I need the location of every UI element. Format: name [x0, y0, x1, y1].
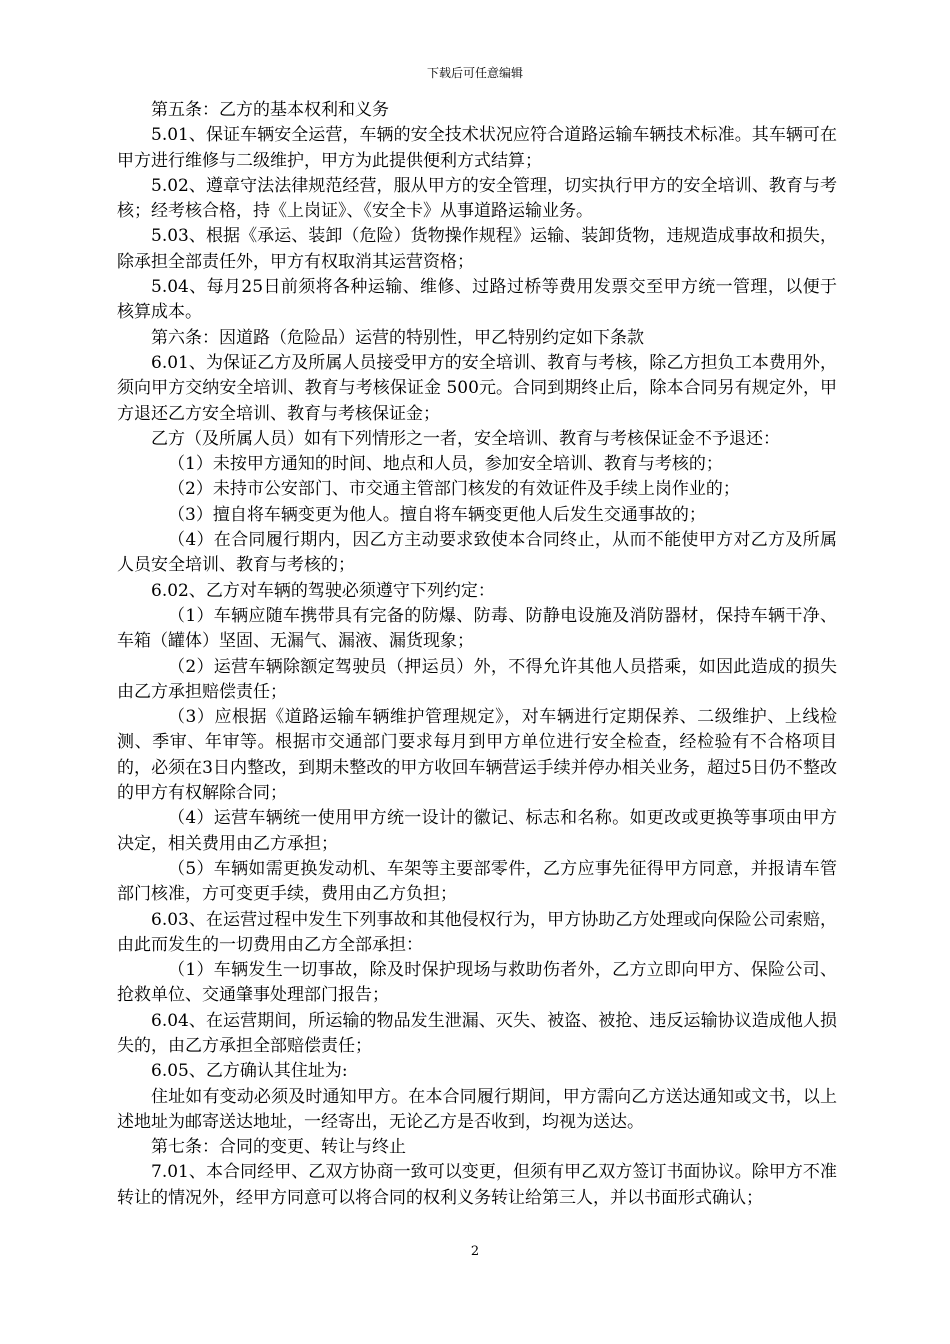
clause-5-02: 5.02、遵章守法法律规范经营，服从甲方的安全管理，切实执行甲方的安全培训、教育与考核；经考核合格，持《上岗证》、《安全卡》从事道路运输业务。 — [117, 175, 837, 222]
page-number: 2 — [470, 1244, 480, 1259]
clause-5-03: 5.03、根据《承运、装卸（危险）货物操作规程》运输、装卸货物，违规造成事故和损失，除承担全部责任外，甲方有权取消其运营资格； — [117, 226, 837, 272]
clause-7-01: 7.01、本合同经甲、乙双方协商一致可以变更，但须有甲乙双方签订书面协议。除甲方不准转让的情况外，经甲方同意可以将合同的权利义务转让给第三人，并以书面形式确认； — [117, 1162, 837, 1208]
clause-6-01-item-3: （3）擅自将车辆变更为他人。擅自将车辆变更他人后发生交通事故的； — [168, 504, 706, 525]
page-header-note: 下载后可任意编辑 — [426, 66, 523, 80]
clause-6-03-item-1: （1）车辆发生一切事故，除及时保护现场与救助伤者外，乙方立即向甲方、保险公司、抢救单位、交通肇事处理部门报告； — [117, 960, 837, 1006]
clause-6-02-item-4: （4）运营车辆统一使用甲方统一设计的徽记、标志和名称。如更改或更换等事项由甲方决定，相关费用由乙方承担； — [117, 808, 837, 854]
clause-6-01: 6.01、为保证乙方及所属人员接受甲方的安全培训、教育与考核，除乙方担负工本费用外，须向甲方交纳安全培训、教育与考核保证金 500元。合同到期终止后，除本合同另有规定外，甲方退还乙方安全培训、教育与考核保证金； — [117, 352, 837, 424]
clause-6-02-item-1: （1）车辆应随车携带具有完备的防爆、防毒、防静电设施及消防器材，保持车辆干净、车箱（罐体）坚固、无漏气、漏液、漏货现象； — [117, 605, 837, 652]
article-6-heading: 第六条：因道路（危险品）运营的特别性，甲乙特别约定如下条款 — [151, 327, 644, 348]
clause-6-02: 6.02、乙方对车辆的驾驶必须遵守下列约定： — [151, 580, 495, 601]
clause-5-01: 5.01、保证车辆安全运营，车辆的安全技术状况应符合道路运输车辆技术标准。其车辆可在甲方进行维修与二级维护，甲方为此提供便利方式结算； — [117, 125, 837, 171]
clause-6-01-item-1: （1）未按甲方通知的时间、地点和人员，参加安全培训、教育与考核的； — [168, 454, 723, 475]
clause-5-04: 5.04、每月25日前须将各种运输、维修、过路过桥等费用发票交至甲方统一管理，以便于核算成本。 — [117, 277, 837, 323]
clause-6-02-item-2: （2）运营车辆除额定驾驶员（押运员）外，不得允许其他人员搭乘，如因此造成的损失由乙方承担赔偿责任； — [117, 656, 837, 702]
clause-6-02-item-5: （5）车辆如需更换发动机、车架等主要部零件，乙方应事先征得甲方同意，并报请车管部门核准，方可变更手续，费用由乙方负担； — [117, 858, 837, 905]
clause-6-02-item-3: （3）应根据《道路运输车辆维护管理规定》，对车辆进行定期保养、二级维护、上线检测、季审、年审等。根据市交通部门要求每月到甲方单位进行安全检查，经检验有不合格项目的，必须在3日内整改，到期未整改的甲方收回车辆营运手续并停办相关业务，超过5日仍不整改的甲方有权解除合同； — [117, 707, 837, 804]
clause-6-03: 6.03、在运营过程中发生下列事故和其他侵权行为，甲方协助乙方处理或向保险公司索赔，由此而发生的一切费用由乙方全部承担： — [117, 909, 837, 955]
clause-6-05-address-note: 住址如有变动必须及时通知甲方。在本合同履行期间，甲方需向乙方送达通知或文书，以上述地址为邮寄送达地址，一经寄出，无论乙方是否收到，均视为送达。 — [117, 1086, 837, 1132]
clause-6-01-conditions: 乙方（及所属人员）如有下列情形之一者，安全培训、教育与考核保证金不予退还： — [151, 428, 780, 449]
clause-6-05: 6.05、乙方确认其住址为: — [151, 1061, 348, 1082]
clause-6-01-item-4: （4）在合同履行期内，因乙方主动要求致使本合同终止，从而不能使甲方对乙方及所属人员安全培训、教育与考核的； — [117, 530, 837, 576]
clause-6-04: 6.04、在运营期间，所运输的物品发生泄漏、灭失、被盗、被抢、违反运输协议造成他人损失的，由乙方承担全部赔偿责任； — [117, 1010, 837, 1056]
article-7-heading: 第七条：合同的变更、转让与终止 — [151, 1137, 406, 1158]
document-body — [117, 98, 837, 1211]
clause-6-01-item-2: （2）未持市公安部门、市交通主管部门核发的有效证件及手续上岗作业的； — [168, 479, 740, 500]
article-5-heading: 第五条：乙方的基本权利和义务 — [151, 100, 389, 120]
